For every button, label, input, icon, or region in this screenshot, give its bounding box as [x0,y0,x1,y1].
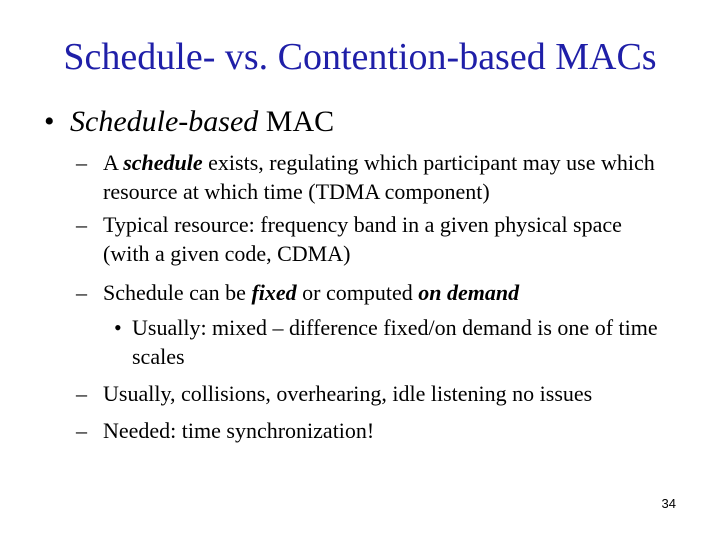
sub-bullet-marker: – [76,418,87,443]
sub-bullet-text [103,278,673,307]
text-segment: exists, regulating which participant may use which resource at which time (TDMA component) [103,150,655,204]
emphasis-fixed: fixed [251,280,297,305]
sub-bullet-text: Typical resource: frequency band in a given physical space (with a given code, CDMA) [103,212,622,266]
sub-sub-bullet-marker: • [114,315,122,340]
sub-bullet-marker: – [76,381,87,406]
page-number: 34 [661,496,676,511]
text-segment: Schedule can be [103,280,252,305]
sub-bullet-marker: – [76,150,87,175]
emphasis-on-demand: on demand [418,280,520,305]
emphasis-schedule: schedule [123,150,203,175]
bullet-text-rest: MAC [258,105,335,138]
sub-sub-bullet-text: Usually: mixed – difference fixed/on demand is one of time scales [132,315,658,369]
sub-bullet-text [103,148,673,206]
sub-bullet-marker: – [76,212,87,237]
text-segment: or computed [296,280,419,305]
bullet-text-italic: Schedule-based [70,105,259,138]
sub-bullet-marker: – [76,280,87,305]
bullet-marker: • [44,105,55,138]
slide-title: Schedule- vs. Contention-based MACs [63,36,657,78]
text-segment: A [103,150,124,175]
sub-bullet-text: Needed: time synchronization! [103,418,375,443]
bullet-text [70,104,334,140]
sub-bullet-text: Usually, collisions, overhearing, idle listening no issues [103,381,593,406]
